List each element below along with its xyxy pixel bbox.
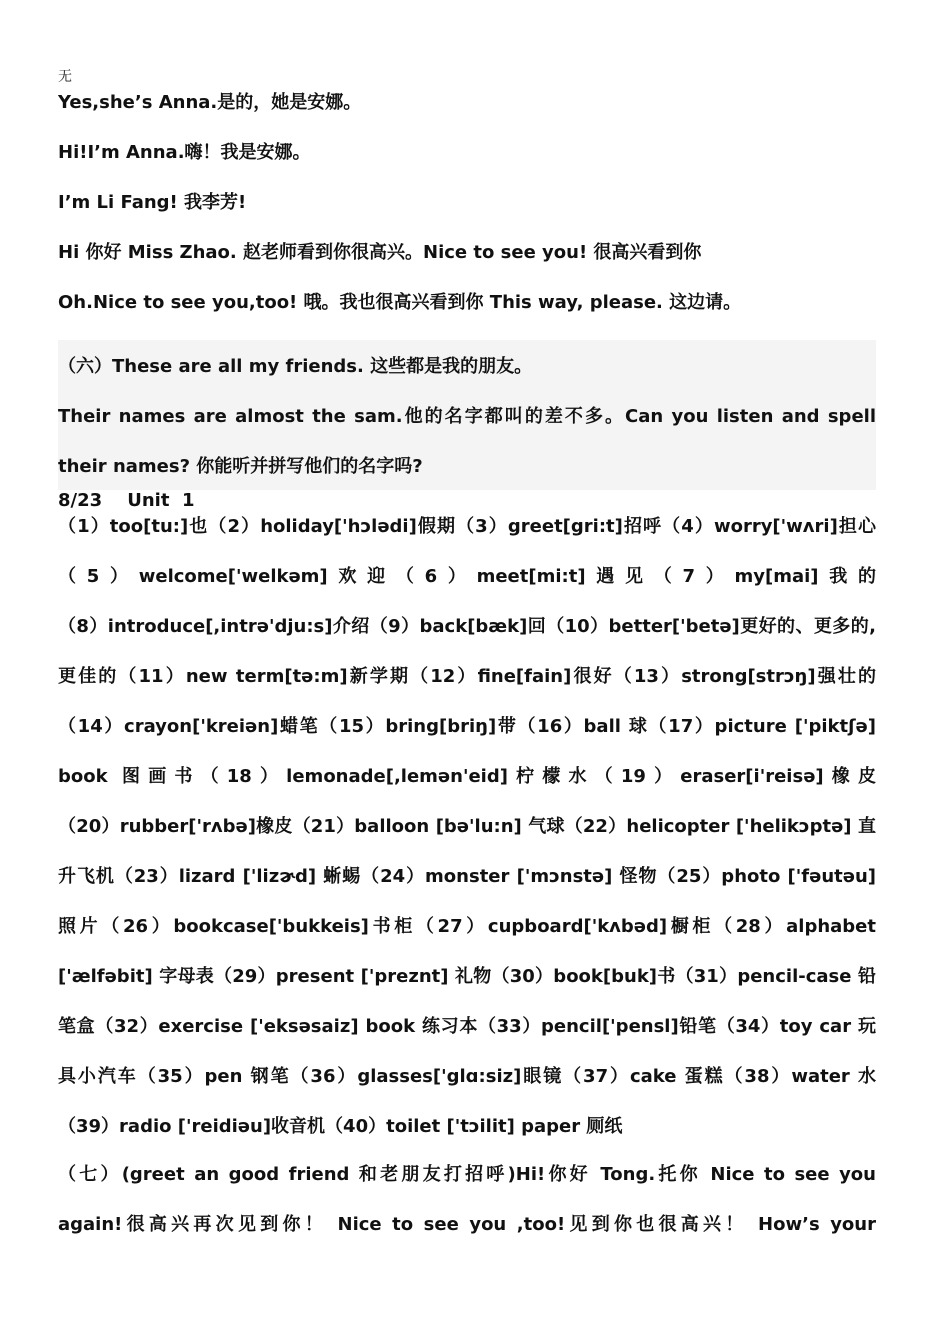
- dialogue-line: Hi!I’m Anna.嗨！我是安娜。: [58, 142, 311, 163]
- section-seven-line: again!很高兴再次见到你！ Nice to see you ,too!见到你也很高兴！ How’s your: [58, 1214, 876, 1235]
- dialogue-line: Yes,she’s Anna.是的，她是安娜。: [58, 92, 362, 113]
- vocab-line: ['ælfəbit] 字母表（29）present ['preznt] 礼物（30）book[buk]书（31）pencil-case 铅: [58, 966, 876, 987]
- vocab-line: （39）radio ['reidiəu]收音机（40）toilet ['tɔilit] paper 厕纸: [58, 1116, 623, 1137]
- header-mark: 无: [58, 69, 72, 85]
- dialogue-line: I’m Li Fang! 我李芳!: [58, 192, 247, 213]
- vocab-line: （14）crayon['kreiən]蜡笔（15）bring[briŋ]带（16）ball 球（17）picture ['piktʃə]: [58, 716, 876, 737]
- section-seven-line: （七）(greet an good friend 和老朋友打招呼)Hi!你好 Tong.托你 Nice to see you: [58, 1164, 876, 1185]
- vocab-line: 具小汽车（35）pen 钢笔（36）glasses['glɑ:siz]眼镜（37）cake 蛋糕（38）water 水: [58, 1066, 876, 1087]
- vocab-line: （20）rubber['rʌbə]橡皮（21）balloon [bə'lu:n] 气球（22）helicopter ['helikɔptə] 直: [58, 816, 876, 837]
- vocab-line: （1）too[tu:]也（2）holiday['hɔlədi]假期（3）greet[gri:t]招呼（4）worry['wʌri]担心: [58, 516, 876, 537]
- vocab-line: 照片（26）bookcase['bukkeis]书柜（27）cupboard['kʌbəd]橱柜（28）alphabet: [58, 916, 876, 937]
- unit-heading: 8/23 Unit 1: [58, 490, 195, 511]
- vocab-line: 笔盒（32）exercise ['eksəsaiz] book 练习本（33）pencil['pensl]铅笔（34）toy car 玩: [58, 1016, 876, 1037]
- section-six-line: Their names are almost the sam.他的名字都叫的差不多。Can you listen and spell: [58, 406, 876, 427]
- section-six-line: their names? 你能听并拼写他们的名字吗?: [58, 456, 423, 477]
- vocab-line: 升飞机（23）lizard ['lizɚd] 蜥蜴（24）monster ['mɔnstə] 怪物（25）photo ['fəutəu]: [58, 866, 876, 887]
- dialogue-line: Oh.Nice to see you,too! 哦。我也很高兴看到你 This way, please. 这边请。: [58, 292, 742, 313]
- section-six-title: （六）These are all my friends. 这些都是我的朋友。: [58, 356, 533, 377]
- vocab-line: 更佳的（11）new term[tə:m]新学期（12）fine[fain]很好（13）strong[strɔŋ]强壮的: [58, 666, 876, 687]
- dialogue-line: Hi 你好 Miss Zhao. 赵老师看到你很高兴。Nice to see you! 很高兴看到你: [58, 242, 702, 263]
- vocab-line: book 图画书（18）lemonade[,lemən'eid]柠檬水（19）eraser[i'reisə]橡皮: [58, 766, 876, 787]
- vocab-line: （5）welcome['welkəm]欢迎（6）meet[mi:t]遇见（7）my[mai]我的: [58, 566, 876, 587]
- vocab-line: （8）introduce[,intrə'dju:s]介绍（9）back[bæk]回（10）better['betə]更好的、更多的,: [58, 616, 876, 637]
